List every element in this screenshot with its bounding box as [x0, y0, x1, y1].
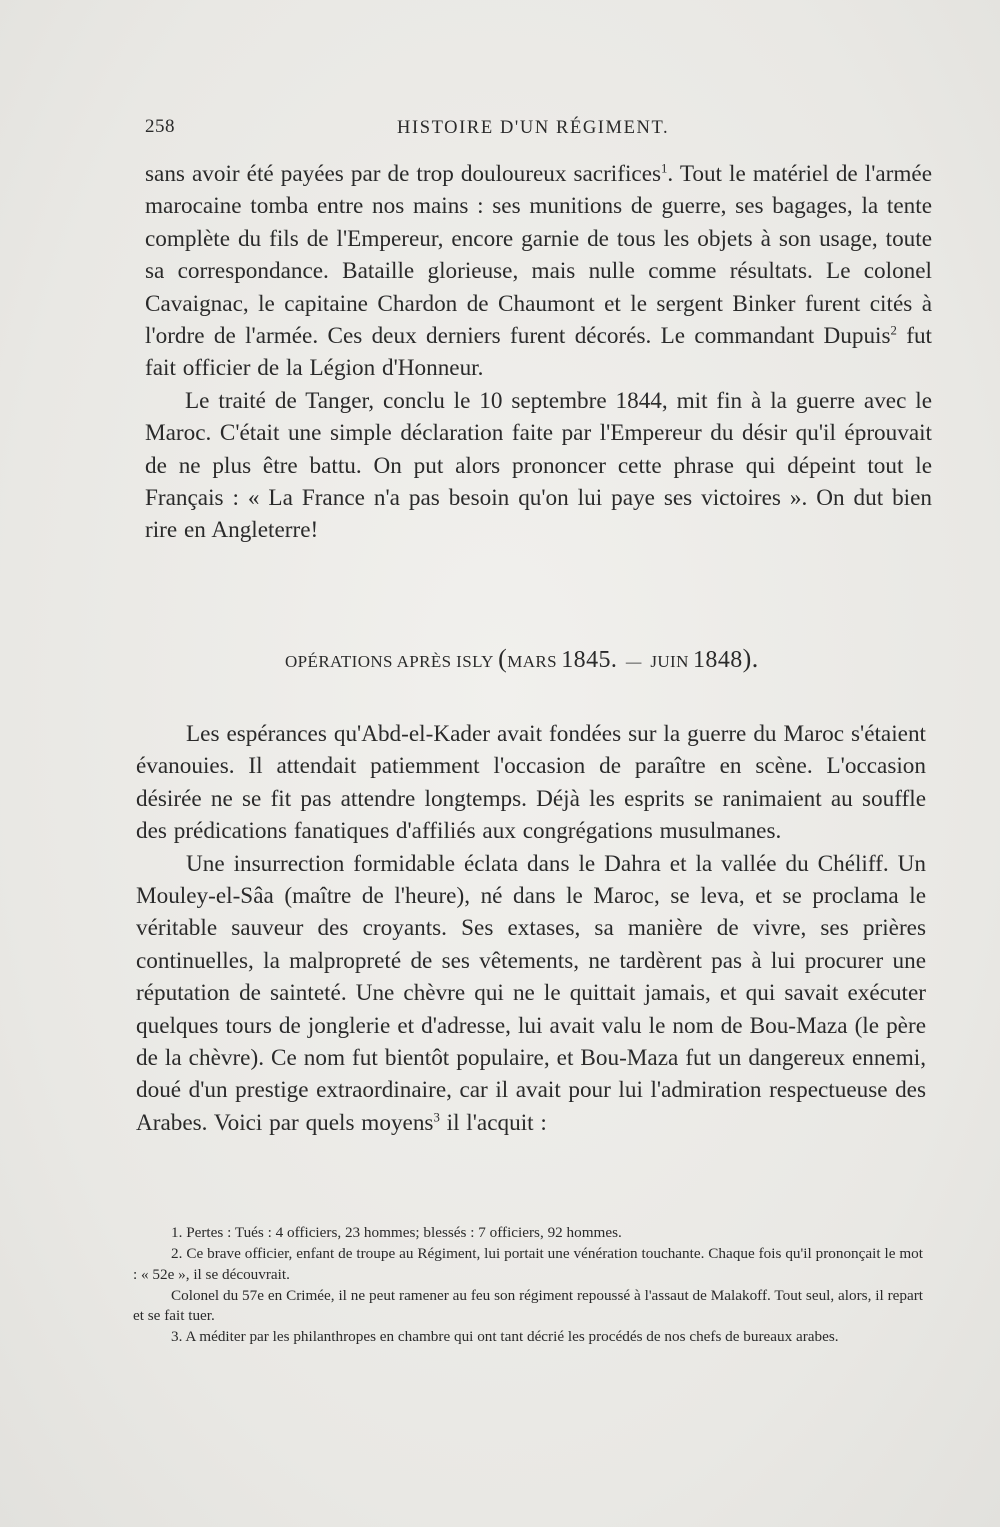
section-heading [285, 644, 805, 674]
paragraph-text: Une insurrection formidable éclata dans le Dahra et la vallée du Chéliff. Un Mouley-el-Sâa (maître de l'heure), né dans le Maroc, se leva, et se proclama le véritable sauveur des croyants. Ses extases, sa manière de vivre, ses prières continuelles, la malpropreté de ses vêtements, ne tardèrent pas à lui procurer une réputation de sainteté. Une chèvre qui ne le quittait jamais, et qui savait exécuter quelques tours de jonglerie et d'adresse, lui avait valu le nom de Bou-Maza (le père de la chèvre). Ce nom fut bientôt populaire, et Bou-Maza fut un dangereux ennemi, doué d'un prestige extraordinaire, car il avait pour lui l'admiration respectueuse des Arabes. Voici par quels moyens [136, 850, 926, 1136]
heading-paren: ). [742, 644, 759, 673]
heading-month: MARS [507, 652, 557, 671]
footnote-ref: 1 [661, 161, 668, 176]
paragraph-text: fut fait officier de la Légion d'Honneur. [145, 323, 932, 382]
paragraph-text: il l'acquit : [439, 1109, 547, 1136]
heading-dash: — [625, 654, 642, 671]
heading-year: 1845. [561, 647, 618, 673]
paragraph: Les espérances qu'Abd-el-Kader avait fondées sur la guerre du Maroc s'étaient évanouies. Il attendait patiemment l'occasion de paraître en scène. L'occasion désirée ne se fit pas attendre longtemps. Déjà les esprits se ranimaient au souffle des prédications fanatiques d'affiliés aux congrégations musulmanes. [136, 721, 926, 845]
footnote: Colonel du 57e en Crimée, il ne peut ramener au feu son régiment repoussé à l'assaut de Malakoff. Tout seul, alors, il repart et se fait tuer. [133, 1286, 923, 1325]
paragraph-text: sans avoir été payées par de trop douloureux sacrifices [145, 161, 662, 187]
paragraph [136, 848, 926, 1140]
footnote: 2. Ce brave officier, enfant de troupe au Régiment, lui portait une vénération touchante. Chaque fois qu'il prononçait le mot : « 52e », il se découvrait. [133, 1245, 923, 1283]
paragraph [145, 158, 932, 385]
page-number: 258 [145, 116, 175, 137]
footnotes [133, 1223, 923, 1349]
footnote: 1. Pertes : Tués : 4 officiers, 23 hommes; blessés : 7 officiers, 92 hommes. [171, 1224, 622, 1241]
footnote: 3. A méditer par les philanthropes en chambre qui ont tant décrié les procédés de nos chefs de bureaux arabes. [171, 1328, 839, 1346]
heading-year: 1848 [693, 647, 743, 673]
section-1-text [145, 158, 932, 547]
heading-month: JUIN [650, 652, 689, 671]
heading-title: OPÉRATIONS APRÈS ISLY [285, 652, 494, 671]
paragraph-text: . Tout le matériel de l'armée marocaine tomba entre nos mains : ses munitions de guerre, ses bagages, la tente complète du fils de l'Empereur, encore garnie de tous les objets à son usage, toute sa correspondance. Bataille glorieuse, mais nulle comme résultats. Le colonel Cavaignac, le capitaine Chardon de Chaumont et le sergent Binker furent cités à l'ordre de l'armée. Ces deux derniers furent décorés. Le commandant Dupuis [145, 161, 932, 350]
running-head: HISTOIRE D'UN RÉGIMENT. [397, 118, 670, 138]
footnote-ref: 2 [890, 323, 897, 338]
page-header [145, 112, 935, 144]
paragraph: Le traité de Tanger, conclu le 10 septembre 1844, mit fin à la guerre avec le Maroc. C'était une simple déclaration faite par l'Empereur du désir qu'il éprouvait de ne plus être battu. On put alors prononcer cette phrase qui dépeint tout le Français : « La France n'a pas besoin qu'on lui paye ses victoires ». On dut bien rire en Angleterre! [145, 387, 932, 544]
section-2-text [136, 718, 926, 1139]
footnote-ref: 3 [433, 1110, 440, 1125]
heading-paren: ( [498, 644, 508, 673]
